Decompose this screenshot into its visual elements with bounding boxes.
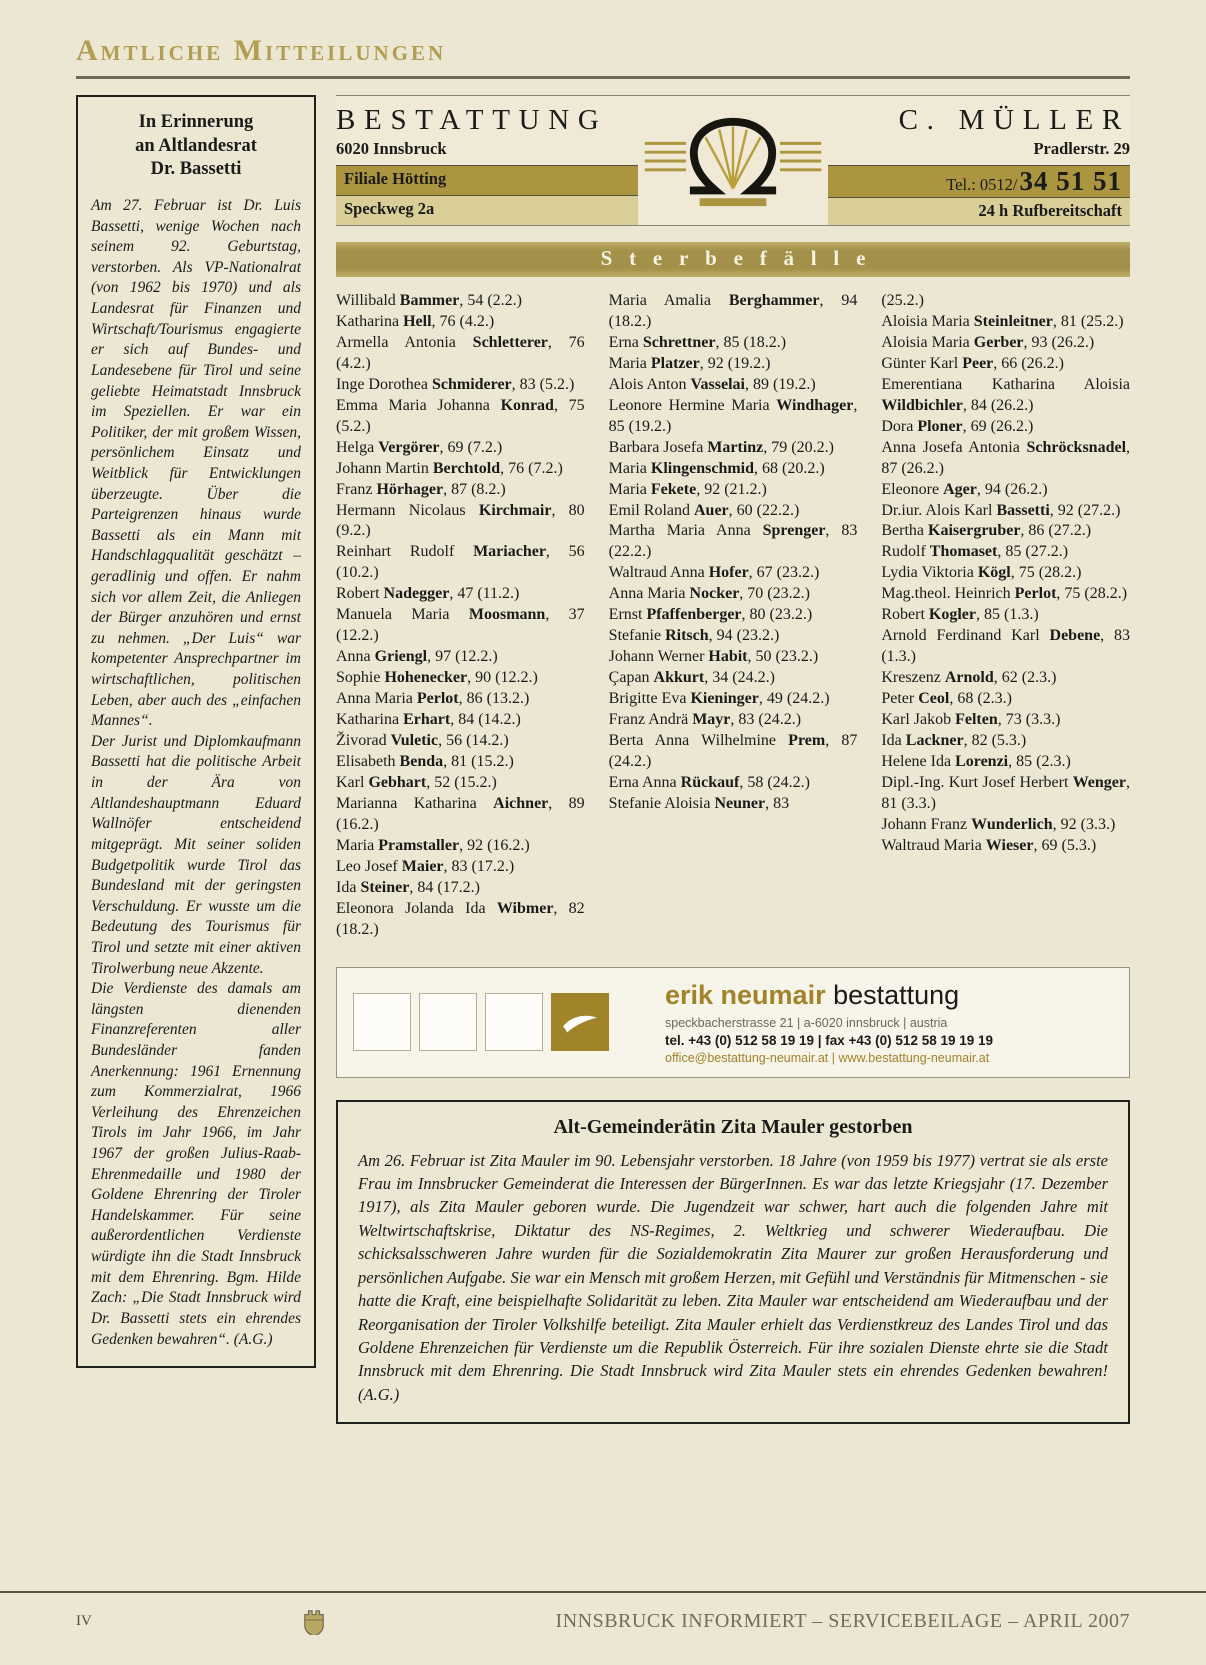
journal-title: INNSBRUCK INFORMIERT – SERVICEBEILAGE – APRIL 2007: [555, 1609, 1130, 1632]
death-entry: Armella Antonia Schletterer, 76 (4.2.): [336, 333, 585, 372]
death-entry: Aloisia Maria Gerber, 93 (26.2.): [881, 333, 1095, 351]
death-entry: Anna Maria Nocker, 70 (23.2.): [608, 585, 810, 603]
death-entry: Berta Anna Wilhelmine Prem, 87 (24.2.): [608, 732, 858, 770]
death-entry: Leo Josef Maier, 83 (17.2.): [336, 857, 515, 875]
logo-square: [353, 993, 411, 1051]
death-entry: Brigitte Eva Kieninger, 49 (24.2.): [608, 690, 830, 708]
neumair-name-gold: erik neumair: [665, 979, 826, 1010]
death-entry: Emerentiana Katharina Aloisia Wildbichler, 84 (26.2.): [881, 375, 1131, 414]
death-entry: Alois Anton Vasselai, 89 (19.2.): [608, 375, 816, 393]
mueller-street: Pradlerstr. 29: [1033, 139, 1130, 158]
death-entry: Franz Andrä Mayr, 83 (24.2.): [608, 711, 802, 729]
page-number: IV: [76, 1612, 92, 1629]
obituary-title-line: Dr. Bassetti: [150, 159, 242, 180]
death-entry: Lydia Viktoria Kögl, 75 (28.2.): [881, 564, 1082, 582]
sterbefaelle-title: Sterbefälle: [600, 246, 883, 270]
mauler-body: [358, 1149, 1108, 1407]
death-entry: Rudolf Thomaset, 85 (27.2.): [881, 543, 1069, 561]
right-column: [336, 95, 1130, 1424]
neumair-funeral-ad: [336, 967, 1130, 1078]
section-title: Amtliche Mitteilungen: [76, 34, 447, 67]
death-entry: Manuela Maria Moosmann, 37 (12.2.): [336, 606, 585, 645]
death-entry: Katharina Hell, 76 (4.2.): [336, 312, 495, 330]
death-entry: Elisabeth Benda, 81 (15.2.): [336, 752, 514, 770]
death-entry: Dipl.-Ing. Kurt Josef Herbert Wenger, 81 (3.3.): [881, 773, 1131, 812]
death-entry: Marianna Katharina Aichner, 89 (16.2.): [336, 794, 585, 833]
neumair-logo: [353, 993, 609, 1051]
neumair-name: [665, 980, 993, 1011]
paragraph: Am 26. Februar ist Zita Mauler im 90. Lebensjahr verstorben. 18 Jahre (von 1959 bis 1977) vertrat sie als erste Frau im Innsbrucker Gemeinderat die Interessen der BürgerInnen. Es war das letzte Kriegsjahr (17. Dezember 1917), als Zita Mauler geboren wurde. Die Jugendzeit war schwer, hart auch die folgenden Jahre mit Weltwirtschaftskrise, Diktatur des NS-Regimes, 2. Weltkrieg und schwerer Wiederaufbau. Die schicksalsschweren Jahre wurden für die Sozialdemokratin Zita Maurer zur großen Herausforderung und persönlichen Aufgabe. Sie war ein Mensch mit großem Herzen, mit Gefühl und Verständnis für Mitmenschen - sie hatte die Kraft, eine beispielhafte Solidarität zu leben. Zita Mauler war entscheidend am Wiederaufbau und der Reorganisation der Tiroler Volkshilfe beteiligt. Zita Mauler erhielt das Verdienstkreuz des Landes Tirol und das Goldene Ehrenzeichen für Verdienste um die Republik Österreich. Für ihre sozialen Dienste ehrte sie die Stadt Innsbruck mit dem Ehrenring. Die Stadt Innsbruck wird Zita Mauler stets ein ehrendes Gedenken bewahren! (A.G.): [358, 1150, 1108, 1404]
main-content: [76, 95, 1130, 1424]
innsbruck-crest-icon: [302, 1607, 326, 1635]
bassetti-obituary-box: [76, 95, 316, 1368]
death-entry: Karl Jakob Felten, 73 (3.3.): [881, 711, 1061, 729]
death-entry: Stefanie Aloisia Neuner, 83: [608, 794, 790, 812]
deaths-column-1: [336, 291, 585, 941]
mueller-standby: 24 h Rufbereitschaft: [828, 197, 1130, 225]
crest-shield-icon: [302, 1607, 326, 1635]
death-entry: Leonore Hermine Maria Windhager, 85 (19.2.): [608, 396, 858, 435]
death-entry: Anna Maria Perlot, 86 (13.2.): [336, 690, 530, 708]
death-entry: Aloisia Maria Steinleitner, 81 (25.2.): [881, 312, 1124, 330]
death-entry: Maria Fekete, 92 (21.2.): [608, 480, 767, 498]
death-entry: Anna Josefa Antonia Schröcksnadel, 87 (26.2.): [881, 438, 1131, 477]
death-entry: Arnold Ferdinand Karl Debene, 83 (1.3.): [881, 627, 1131, 666]
mauler-obituary-box: [336, 1100, 1130, 1425]
paragraph: Der Jurist und Diplomkaufmann Bassetti hat die politische Arbeit in der Ära von Altlandeshauptmann Eduard Wallnöfer entscheidend mitgeprägt. Mit seiner soliden Budgetpolitik wurde Tirol das Bundesland mit der geringsten Verschuldung. Er wusste um die Bedeutung des Tourismus für Tirol und setzte mit einer aktiven Tirolwerbung neue Akzente.: [91, 732, 301, 977]
death-entry: Stefanie Ritsch, 94 (23.2.): [608, 627, 780, 645]
deaths-list: [336, 291, 1130, 941]
death-entry: Ida Lackner, 82 (5.3.): [881, 732, 1027, 750]
death-entry: Kreszenz Arnold, 62 (2.3.): [881, 669, 1057, 687]
obituary-title: [91, 111, 301, 182]
death-entry: Maria Klingenschmid, 68 (20.2.): [608, 459, 825, 477]
mueller-owner-name: C. MÜLLER: [898, 104, 1130, 136]
death-entry: Waltraud Maria Wieser, 69 (5.3.): [881, 836, 1097, 854]
neumair-bird-icon: [551, 993, 609, 1051]
death-entry: Martha Maria Anna Sprenger, 83 (22.2.): [608, 522, 858, 561]
mueller-ad-left: [336, 96, 638, 225]
death-entry: Willibald Bammer, 54 (2.2.): [336, 292, 522, 309]
death-entry: Katharina Erhart, 84 (14.2.): [336, 711, 521, 729]
death-entry: Erna Anna Rückauf, 58 (24.2.): [608, 773, 810, 791]
death-entry: Emil Roland Auer, 60 (22.2.): [608, 501, 800, 519]
mueller-branch: Filiale Hötting: [336, 165, 638, 195]
mueller-brand-title: BESTATTUNG: [336, 104, 608, 136]
mauler-title: Alt-Gemeinderätin Zita Mauler gestorben: [553, 1115, 913, 1138]
death-entry: Johann Martin Berchtold, 76 (7.2.): [336, 459, 563, 477]
page-footer: [0, 1591, 1206, 1665]
neumair-web: office@bestattung-neumair.at | www.bestattung-neumair.at: [665, 1050, 990, 1065]
obituary-title-line: an Altlandesrat: [135, 135, 257, 156]
phone-prefix: Tel.: 0512/: [946, 175, 1018, 194]
mueller-city: 6020 Innsbruck: [336, 139, 447, 158]
death-entry: Ernst Pfaffenberger, 80 (23.2.): [608, 606, 813, 624]
death-entry: Helene Ida Lorenzi, 85 (2.3.): [881, 752, 1071, 770]
obituary-body: [91, 196, 301, 1350]
death-entry: Anna Griengl, 97 (12.2.): [336, 648, 498, 666]
neumair-text-block: [665, 980, 993, 1065]
death-entry: Inge Dorothea Schmiderer, 83 (5.2.): [336, 375, 575, 393]
neumair-phone: tel. +43 (0) 512 58 19 19 | fax +43 (0) 512 58 19 19 19: [665, 1032, 994, 1048]
mueller-branch-street: Speckweg 2a: [336, 195, 638, 225]
death-entry: Franz Hörhager, 87 (8.2.): [336, 480, 506, 498]
death-entry: Maria Platzer, 92 (19.2.): [608, 354, 771, 372]
death-entry: Dora Ploner, 69 (26.2.): [881, 417, 1034, 435]
death-entry: Robert Nadegger, 47 (11.2.): [336, 585, 520, 603]
death-entry: Robert Kogler, 85 (1.3.): [881, 606, 1039, 624]
omega-icon: [643, 112, 823, 210]
death-entry: Maria Amalia Berghammer, 94 (18.2.): [608, 292, 858, 330]
death-entry: Reinhart Rudolf Mariacher, 56 (10.2.): [336, 543, 585, 582]
death-entry: Waltraud Anna Hofer, 67 (23.2.): [608, 564, 820, 582]
death-entry: Johann Franz Wunderlich, 92 (3.3.): [881, 815, 1116, 833]
death-entry: Johann Werner Habit, 50 (23.2.): [608, 648, 819, 666]
death-entry: Barbara Josefa Martinz, 79 (20.2.): [608, 438, 834, 456]
sterbefaelle-header: [336, 242, 1130, 277]
death-entry: Dr.iur. Alois Karl Bassetti, 92 (27.2.): [881, 501, 1121, 519]
mueller-phone: [828, 165, 1130, 197]
phone-number: 34 51 51: [1019, 166, 1122, 196]
death-entry: Helga Vergörer, 69 (7.2.): [336, 438, 503, 456]
death-entry: Eleonore Ager, 94 (26.2.): [881, 480, 1048, 498]
death-entry: Erna Schrettner, 85 (18.2.): [608, 333, 787, 351]
death-entry: Eleonora Jolanda Ida Wibmer, 82 (18.2.): [336, 899, 585, 938]
death-entry: Sophie Hohenecker, 90 (12.2.): [336, 669, 538, 687]
logo-square: [419, 993, 477, 1051]
death-entry: Mag.theol. Heinrich Perlot, 75 (28.2.): [881, 585, 1128, 603]
neumair-address: speckbacherstrasse 21 | a-6020 innsbruck | austria: [665, 1015, 948, 1030]
obituary-title-line: In Erinnerung: [138, 112, 254, 132]
death-entry: Karl Gebhart, 52 (15.2.): [336, 773, 497, 791]
deaths-column-3: [881, 291, 1130, 941]
death-entry: Bertha Kaisergruber, 86 (27.2.): [881, 522, 1092, 540]
bird-swoosh-icon: [559, 1001, 601, 1043]
mueller-funeral-ad: [336, 95, 1130, 226]
paragraph: Die Verdienste des damals am längsten dienenden Finanzreferenten aller Bundesländer fanden Anerkennung: 1961 Ernennung zum Kommerzialrat, 1966 Verleihung des Ehrenzeichen Tirols im Jahr 1966, im Jahr 1967 der großen Julius-Raab-Ehrenmedaille und 1980 der Goldene Ehrenring der Tiroler Handelskammer. Für seine außerordentlichen Verdienste würdigte ihn die Stadt Innsbruck mit dem Ehrenring. Bgm. Hilde Zach: „Die Stadt Innsbruck wird Dr. Bassetti stets ein ehrendes Gedenken bewahren“. (A.G.): [91, 980, 301, 1348]
deaths-column-2: [609, 291, 858, 941]
death-entry: Peter Ceol, 68 (2.3.): [881, 690, 1012, 708]
neumair-name-black: bestattung: [833, 979, 960, 1010]
mueller-ad-right: [828, 96, 1130, 225]
death-entry: Maria Pramstaller, 92 (16.2.): [336, 836, 530, 854]
omega-logo: [638, 96, 828, 225]
header-rule: [76, 76, 1130, 79]
death-entry: Ida Steiner, 84 (17.2.): [336, 878, 480, 896]
death-entry: (25.2.): [881, 292, 924, 309]
logo-square: [485, 993, 543, 1051]
death-entry: Živorad Vuletic, 56 (14.2.): [336, 732, 509, 750]
death-entry: Günter Karl Peer, 66 (26.2.): [881, 354, 1064, 372]
death-entry: Emma Maria Johanna Konrad, 75 (5.2.): [336, 396, 585, 435]
death-entry: Hermann Nicolaus Kirchmair, 80 (9.2.): [336, 501, 585, 540]
paragraph: Am 27. Februar ist Dr. Luis Bassetti, wenige Wochen nach seinem 92. Geburtstag, verstorben. Als VP-Nationalrat (von 1962 bis 1970) und als Landesrat für Finanzen und Wirtschaft/Tourismus engagierte er sich auf Bundes- und Landesebene für Tirol und seine geliebte Heimatstadt Innsbruck im Speziellen. Er war ein Politiker, der mit großem Wissen, persönlichem Einsatz und Weitblick für Entwicklungen überzeugte. Über die Parteigrenzen hinaus wurde Bassetti als ein Mann mit Handschlagqualität geschätzt – geradlinig und offen. Er nahm sich vor allem Zeit, die Anliegen der Bürger anzuhören und ernst zu nehmen. „Der Luis“ war kompetenter Ansprechpartner im wirtschaftlichen, politischen Leben, aber auch des „einfachen Mannes“.: [91, 197, 301, 730]
death-entry: Çapan Akkurt, 34 (24.2.): [608, 669, 775, 687]
